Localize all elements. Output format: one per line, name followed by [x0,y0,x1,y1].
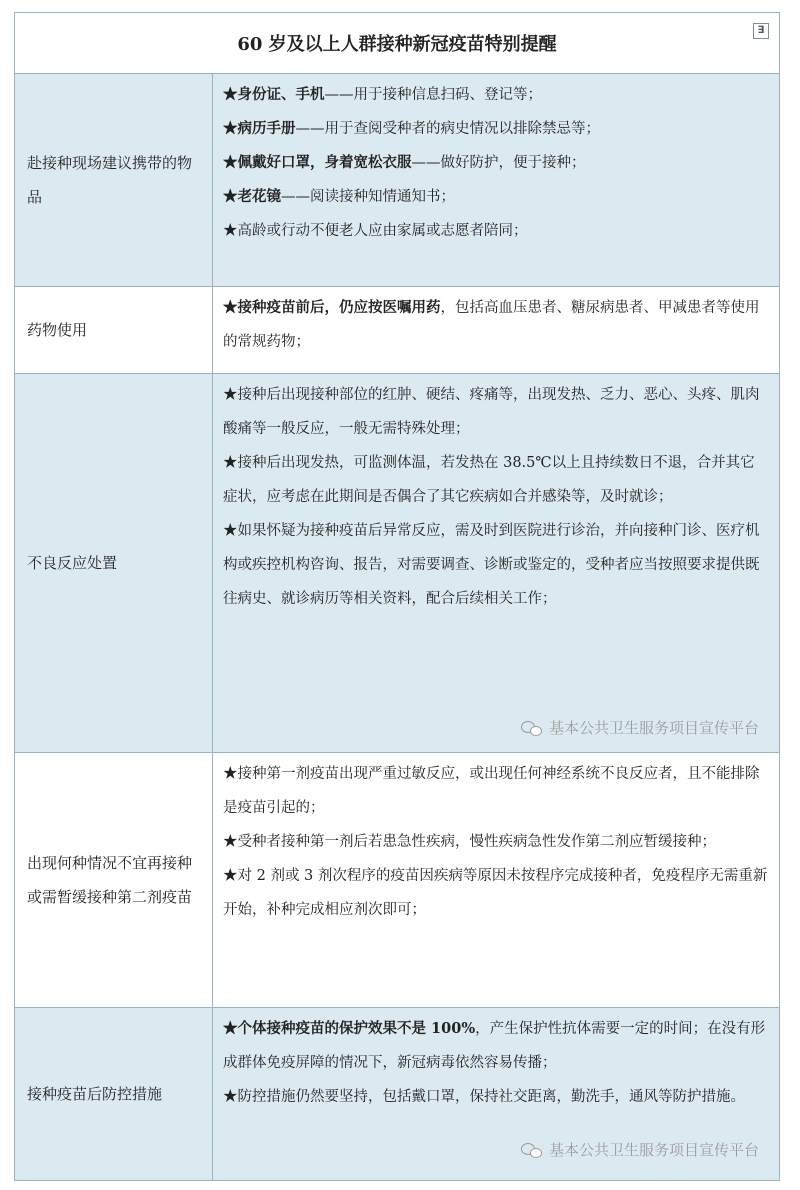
table-row [15,1008,779,1180]
wechat-icon [521,720,543,736]
list-item: ★高龄或行动不便老人应由家属或志愿者陪同； [223,223,528,239]
reminder-table [14,12,780,1181]
row-label: 药物使用 [15,287,213,373]
list-item: ★病历手册——用于查阅受种者的病史情况以排除禁忌等； [223,120,600,137]
list-item: ★老花镜——阅读接种知情通知书； [223,188,455,205]
table-row [15,287,779,374]
table-row [15,74,779,287]
list-item: ★接种第一剂疫苗出现严重过敏反应，或出现任何神经系统不良反应者，且不能排除是疫苗引起的； [223,766,760,816]
list-item: ★如果怀疑为接种疫苗后异常反应，需及时到医院进行诊治，并向接种门诊、医疗机构或疾控机构咨询、报告，对需要调查、诊断或鉴定的，受种者应当按照要求提供既往病史、就诊病历等相关资料，配合后续相关工作； [223,523,760,607]
row-content [213,753,779,1007]
table-row [15,753,779,1008]
table-row [15,374,779,753]
list-item: ★对 2 剂或 3 剂次程序的疫苗因疾病等原因未按程序完成接种者，免疫程序无需重新开始，补种完成相应剂次即可； [223,868,768,918]
watermark: 基本公共卫生服务项目宣传平台 [521,1140,759,1160]
list-item: ★接种疫苗前后，仍应按医嘱用药，包括高血压患者、糖尿病患者、甲减患者等使用的常规药物； [223,299,760,350]
row-label: 不良反应处置 [15,374,213,752]
list-item: ★接种后出现发热，可监测体温，若发热在 38.5℃以上且持续数日不退，合并其它症状，应考虑在此期间是否偶合了其它疾病如合并感染等，及时就诊； [223,455,755,505]
row-content [213,74,779,286]
row-label: 赴接种现场建议携带的物品 [15,74,213,286]
wechat-icon [521,1142,543,1158]
row-content [213,374,779,752]
watermark: 基本公共卫生服务项目宣传平台 [521,718,759,738]
table-title: 60 岁及以上人群接种新冠疫苗特别提醒 [237,34,557,55]
list-item: ★防控措施仍然要坚持，包括戴口罩，保持社交距离，勤洗手，通风等防护措施。 [223,1089,745,1105]
list-item: ★接种后出现接种部位的红肿、硬结、疼痛等，出现发热、乏力、恶心、头疼、肌肉酸痛等一般反应，一般无需特殊处理； [223,387,760,437]
list-item: ★个体接种疫苗的保护效果不是 100%，产生保护性抗体需要一定的时间；在没有形成群体免疫屏障的情况下，新冠病毒依然容易传播； [223,1020,766,1071]
row-content [213,1008,779,1180]
table-title-row [15,13,779,74]
expand-icon[interactable]: ∃ [753,23,769,39]
row-label: 接种疫苗后防控措施 [15,1008,213,1180]
list-item: ★身份证、手机——用于接种信息扫码、登记等； [223,86,542,103]
row-content [213,287,779,373]
list-item: ★佩戴好口罩，身着宽松衣服——做好防护，便于接种； [223,154,586,171]
row-label: 出现何种情况不宜再接种或需暂缓接种第二剂疫苗 [15,753,213,1007]
list-item: ★受种者接种第一剂后若患急性疾病，慢性疾病急性发作第二剂应暂缓接种； [223,834,716,850]
